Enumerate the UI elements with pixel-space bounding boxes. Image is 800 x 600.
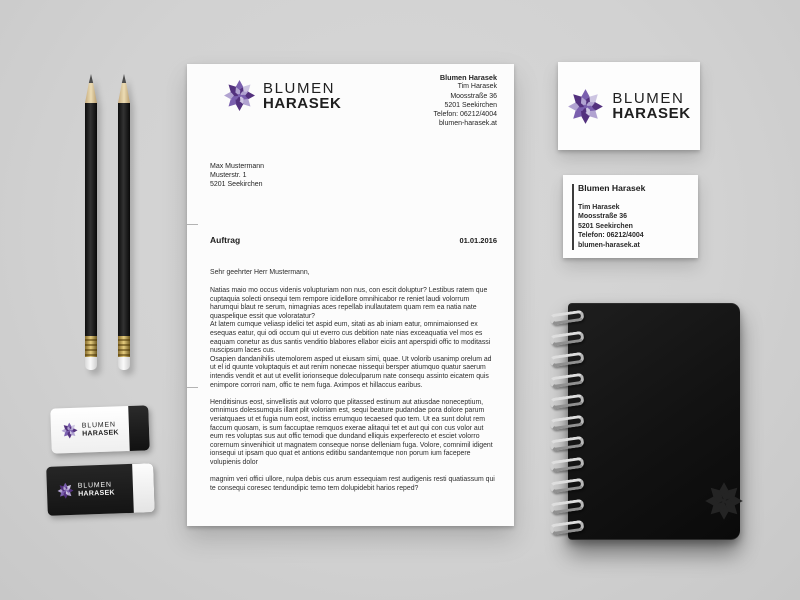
pencil-shaft (118, 103, 130, 336)
flower-logo-icon (57, 482, 75, 500)
subject-row (210, 235, 497, 245)
card-city: 5201 Seekirchen (578, 222, 633, 230)
card-accent-bar (572, 184, 574, 250)
sender-address-block (434, 73, 497, 129)
logo-word-2: HARASEK (612, 105, 691, 122)
notebook (548, 300, 740, 545)
pencil-eraser-tip (118, 357, 130, 370)
card-contact-block (578, 203, 644, 250)
letter-date: 01.01.2016 (459, 236, 497, 245)
sender-phone: Telefon: 06212/4004 (433, 111, 497, 119)
pencil (118, 74, 130, 370)
card-contact: Tim Harasek (578, 204, 620, 211)
logo-word-1: BLUMEN (81, 421, 116, 430)
sender-contact: Tim Harasek (457, 83, 497, 91)
pencil-shaft (85, 103, 97, 336)
sender-company: Blumen Harasek (439, 73, 497, 82)
recipient-city: 5201 Seekirchen (210, 181, 263, 189)
letterhead-paper (187, 64, 514, 526)
pencil-wood-cone (85, 83, 97, 103)
pencil (85, 74, 97, 370)
fold-mark (187, 224, 198, 225)
company-logo (60, 406, 119, 453)
eraser-white (50, 405, 150, 453)
business-card-back (563, 175, 698, 258)
logo-word-1: BLUMEN (612, 90, 685, 107)
card-company-title: Blumen Harasek (578, 183, 646, 193)
card-phone: Telefon: 06212/4004 (578, 232, 644, 240)
letter-paragraph: Natias maio mo occus videnis volupturiam non nus, con escit doluptur? Lestibus ratem que cuptaquia solecti onsequi tem rempore icidellore omnihicabor re reniet laudi volorrum harumqui blaut re serum, nimagnias aces repellab inullautatem quam rem ea natia nate quaspelique essit que voloratatur? (210, 287, 488, 320)
eraser-cap (132, 463, 155, 513)
company-logo (567, 88, 690, 125)
notebook-cover (568, 303, 740, 540)
letter-paragraph: Osapien dandanihilis utemolorem asped ut eiusam simi, quae. Ut volorib usanimp orelum ad ut el id quunte voluptaquis et aut renim nonecae nissequi bersper atiumquo quatur saerum intendis vendit et aut ut evellit iorionseque doleculparum nate consequ assinto eicatem quis enimpore corrori nam, offic te nem fuga. Aximpos et hillaccus earibus. (210, 355, 492, 389)
sender-web: blumen-harasek.at (439, 120, 497, 128)
pencil-ferrule (85, 336, 97, 357)
card-web: blumen-harasek.at (578, 241, 640, 249)
recipient-address-block (210, 162, 264, 190)
pencil-wood-cone (118, 83, 130, 103)
flower-logo-icon (61, 422, 79, 440)
logo-wordmark (82, 422, 119, 438)
pencil-graphite-tip (118, 74, 130, 83)
flower-logo-icon (223, 79, 256, 112)
letter-body (210, 287, 496, 493)
logo-word-1: BLUMEN (77, 481, 112, 491)
logo-word-2: HARASEK (263, 94, 342, 112)
eraser-cap (128, 405, 150, 451)
sender-street: Moosstraße 36 (450, 92, 497, 100)
sender-city: 5201 Seekirchen (444, 101, 497, 109)
logo-wordmark (263, 81, 341, 111)
recipient-street: Musterstr. 1 (210, 172, 247, 180)
letter-subject: Auftrag (210, 235, 241, 245)
logo-word-2: HARASEK (78, 489, 115, 498)
letter-paragraph: magnim veri offici ullore, nulpa debis cus arum essequiam rest audigenis resti quatiassum qui te consequi coresec tendundipic temo tem dolupidebit harios reped? (210, 476, 495, 492)
letter-paragraph: At latem cumque veliasp idelici tet aspid eum, sitati as ab iniam eatur, omnimaionsed ex esequas eatur, qui odi occum qui ut everro cus debition nate nias exceaquatia vel mos es eaquam conetur as dus santis venditio blabores ellabor eiciis ant aperspidi offic to moditassi nuscipsum laces cus. (210, 321, 491, 355)
eraser-black (46, 463, 155, 516)
flower-logo-icon (567, 88, 604, 125)
flower-logo-icon (704, 481, 744, 521)
letter-paragraph: Henditisinus eost, sinvellistis aut volorro que plitassed estinum aut atiusdae noneceptium, omnimus dolessumquis illant plit voloriam est, sequi beature pudandae pora dolore parum veriatquaes ut et fugia num eost, inctiss errumquo tecaesed quo tem. Ut ea sunt dolut rem faccum quosam, is sum faccuptae remquos exerae alitaqui tet et aut qui con cus volor aut eum res voluptas sus aut offic temodi que dundand elliquis experferecto et esciet volorro corernum sinvenihicit ut magnatem conseque nonse delleniam fuga. Volore, comnimil idigent ionsequi ut ipsam quo quat et antions editibu sandantemque non porum ium facepere volupienis dolor (210, 398, 493, 466)
company-logo (223, 79, 341, 112)
recipient-name: Max Mustermann (210, 163, 265, 170)
logo-word-2: HARASEK (82, 428, 119, 438)
pencil-graphite-tip (85, 74, 97, 83)
business-card-front (558, 62, 700, 150)
fold-mark (187, 387, 198, 388)
pencil-eraser-tip (85, 357, 97, 370)
logo-word-1: BLUMEN (263, 79, 336, 97)
card-street: Moosstraße 36 (578, 213, 628, 221)
letter-greeting: Sehr geehrter Herr Mustermann, (210, 269, 310, 276)
logo-wordmark (612, 91, 690, 121)
pencil-ferrule (118, 336, 130, 357)
company-logo (56, 465, 115, 516)
logo-wordmark (78, 482, 115, 498)
